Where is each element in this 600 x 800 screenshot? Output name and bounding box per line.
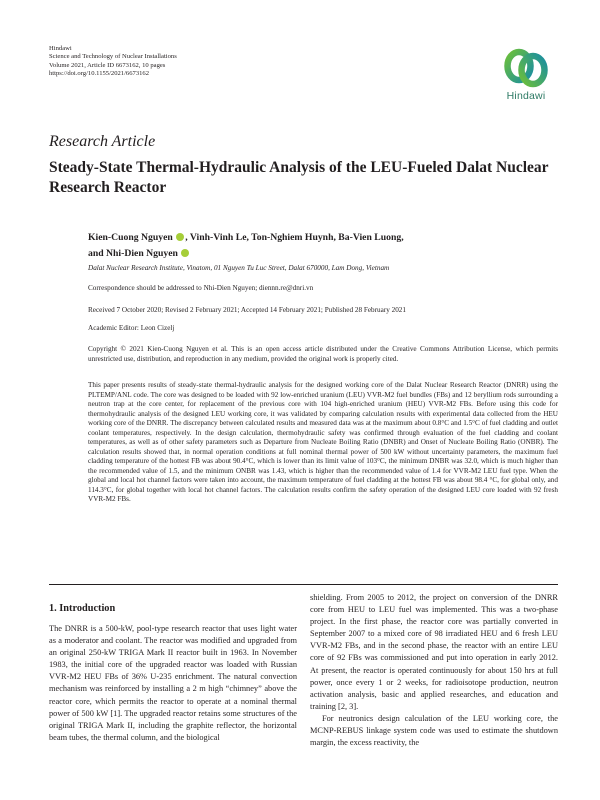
body-column-right [310,592,558,749]
body-paragraph: The DNRR is a 500-kW, pool-type research reactor that uses light water as a moderator and coolant. The reactor was modified and upgraded from an original 250-kW TRIGA Mark II reactor built in 1963. In November 1983, the initial core of the upgraded reactor was loaded with Russian VVR-M2 HEU FBs of 36% U-235 enrichment. The natural convection mechanism was reinforced by installing a 2 m high “chimney” above the reactor core, which permits the reactor to operate at a nominal thermal power of 500 kW [1]. The upgraded reactor retains some structures of the original TRIGA Mark II, including the graphite reflector, the horizontal beam tubes, the thermal column, and the biological [49,624,297,742]
copyright-notice: Copyright © 2021 Kien-Cuong Nguyen et al. This is an open access article distributed under the Creative Commons Attribution License, which permits unrestricted use, distribution, and reproduction in any medium, provided the original work is properly cited. [88,345,558,363]
author-name[interactable]: Kien-Cuong Nguyen [88,232,173,243]
doi-link[interactable]: https://doi.org/10.1155/2021/6673162 [49,70,150,78]
orcid-icon[interactable] [176,233,184,241]
logo-wordmark: Hindawi [506,90,546,102]
section-divider [49,584,558,585]
affiliation: Dalat Nuclear Research Institute, Vinatom, 01 Nguyen Tu Luc Street, Dalat 670000, Lam Dong, Vietnam [88,264,390,272]
publisher-name: Hindawi [49,45,72,52]
author-name[interactable]: Vinh-Vinh Le [189,232,247,243]
author-name[interactable]: Nhi-Dien Nguyen [106,248,178,259]
journal-header [49,45,177,79]
section-heading: 1. Introduction [49,603,116,614]
correspondence: Correspondence should be addressed to Nhi-Dien Nguyen; diennn.re@dnri.vn [88,284,314,292]
academic-editor: Academic Editor: Leon Cizelj [88,324,175,332]
body-column-left [49,592,297,744]
body-paragraph: shielding. From 2005 to 2012, the project on conversion of the DNRR core from HEU to LEU fuel was implemented. This was a two-phase project. In the first phase, the reactor core was partially converted in September 2007 to a mixed core of 98 irradiated HEU and 6 fresh LEU VVR-M2 FBs, and in the second phase, the reactor with an entire LEU core of 92 FBs was commissioned and put into operation in early 2012. At present, the reactor is operated continuously for about 150 hrs at full power, once every 1 or 2 weeks, for radioisotope production, neutron activation analysis, basic and applied researches, and education and training [2, 3]. [310,593,558,711]
volume-info: Volume 2021, Article ID 6673162, 10 pages [49,61,166,69]
article-dates: Received 7 October 2020; Revised 2 February 2021; Accepted 14 February 2021; Published 28 February 2021 [88,306,406,314]
article-type: Research Article [49,133,156,150]
author-name[interactable]: Ton-Nghiem Huynh [251,232,334,243]
body-paragraph: For neutronics design calculation of the LEU working core, the MCNP-REBUS linkage system code was used to estimate the shutdown margin, the excess reactivity, the [310,713,558,748]
abstract: This paper presents results of steady-state thermal-hydraulic analysis for the designed working core of the Dalat Nuclear Research Reactor (DNRR) using the PLTEMP/ANL code. The core was designed to be loaded with 92 low-enriched uranium (LEU) VVR-M2 fuel bundles (FBs) and 12 beryllium rods surrounding a neutron trap at the core center, for replacement of the previous core with 104 high-enriched uranium (HEU) VVR-M2 FBs. Before using this code for thermohydraulic analysis of the designed LEU working core, it was validated by comparing calculation results with experimental data collected from the HEU working core of the DNRR. The discrepancy between calculated results and measured data was at the maximum about 0.8°C and 1.5°C of fuel cladding and outlet coolant temperatures, respectively. In the design calculation, thermohydraulic safety was confirmed through evaluation of the fuel cladding and coolant temperatures, as well as of other safety parameters such as Departure from Nucleate Boiling Ratio (DNBR) and Onset of Nucleate Boiling Ratio (ONBR). The calculation results showed that, in normal operation conditions at full nominal thermal power of 500 kW without uncertainty parameters, the maximum fuel cladding temperature of the hottest FB was about 90.4°C, which is lower than its limit value of 103°C, the minimum DNBR was 32.0, which is much higher than the recommended value of 1.5, and the minimum ONBR was 1.43, which is higher than the recommended value of 1.4 for VVR-M2 LEU fuel type. When the global and local hot channel factors were taken into account, the maximum temperature of fuel cladding at the hottest FB was about 98.4 °C, for global only, and 114.3°C, for global together with local hot channel factors. The calculation results confirm the safety operation of the designed LEU core loaded with 92 fresh VVR-M2 FBs. [88,381,558,503]
author-list: Kien-Cuong Nguyen , Vinh-Vinh Le, Ton-Nghiem Huynh, Ba-Vien Luong, and Nhi-Dien Nguyen [88,232,404,259]
hindawi-logo-icon [504,48,548,88]
author-name[interactable]: Ba-Vien Luong [338,232,402,243]
article-title: Steady-State Thermal-Hydraulic Analysis of the LEU-Fueled Dalat Nuclear Research Reactor [49,159,549,196]
orcid-icon[interactable] [181,249,189,257]
journal-name: Science and Technology of Nuclear Installations [49,53,177,61]
hindawi-logo [494,48,558,108]
